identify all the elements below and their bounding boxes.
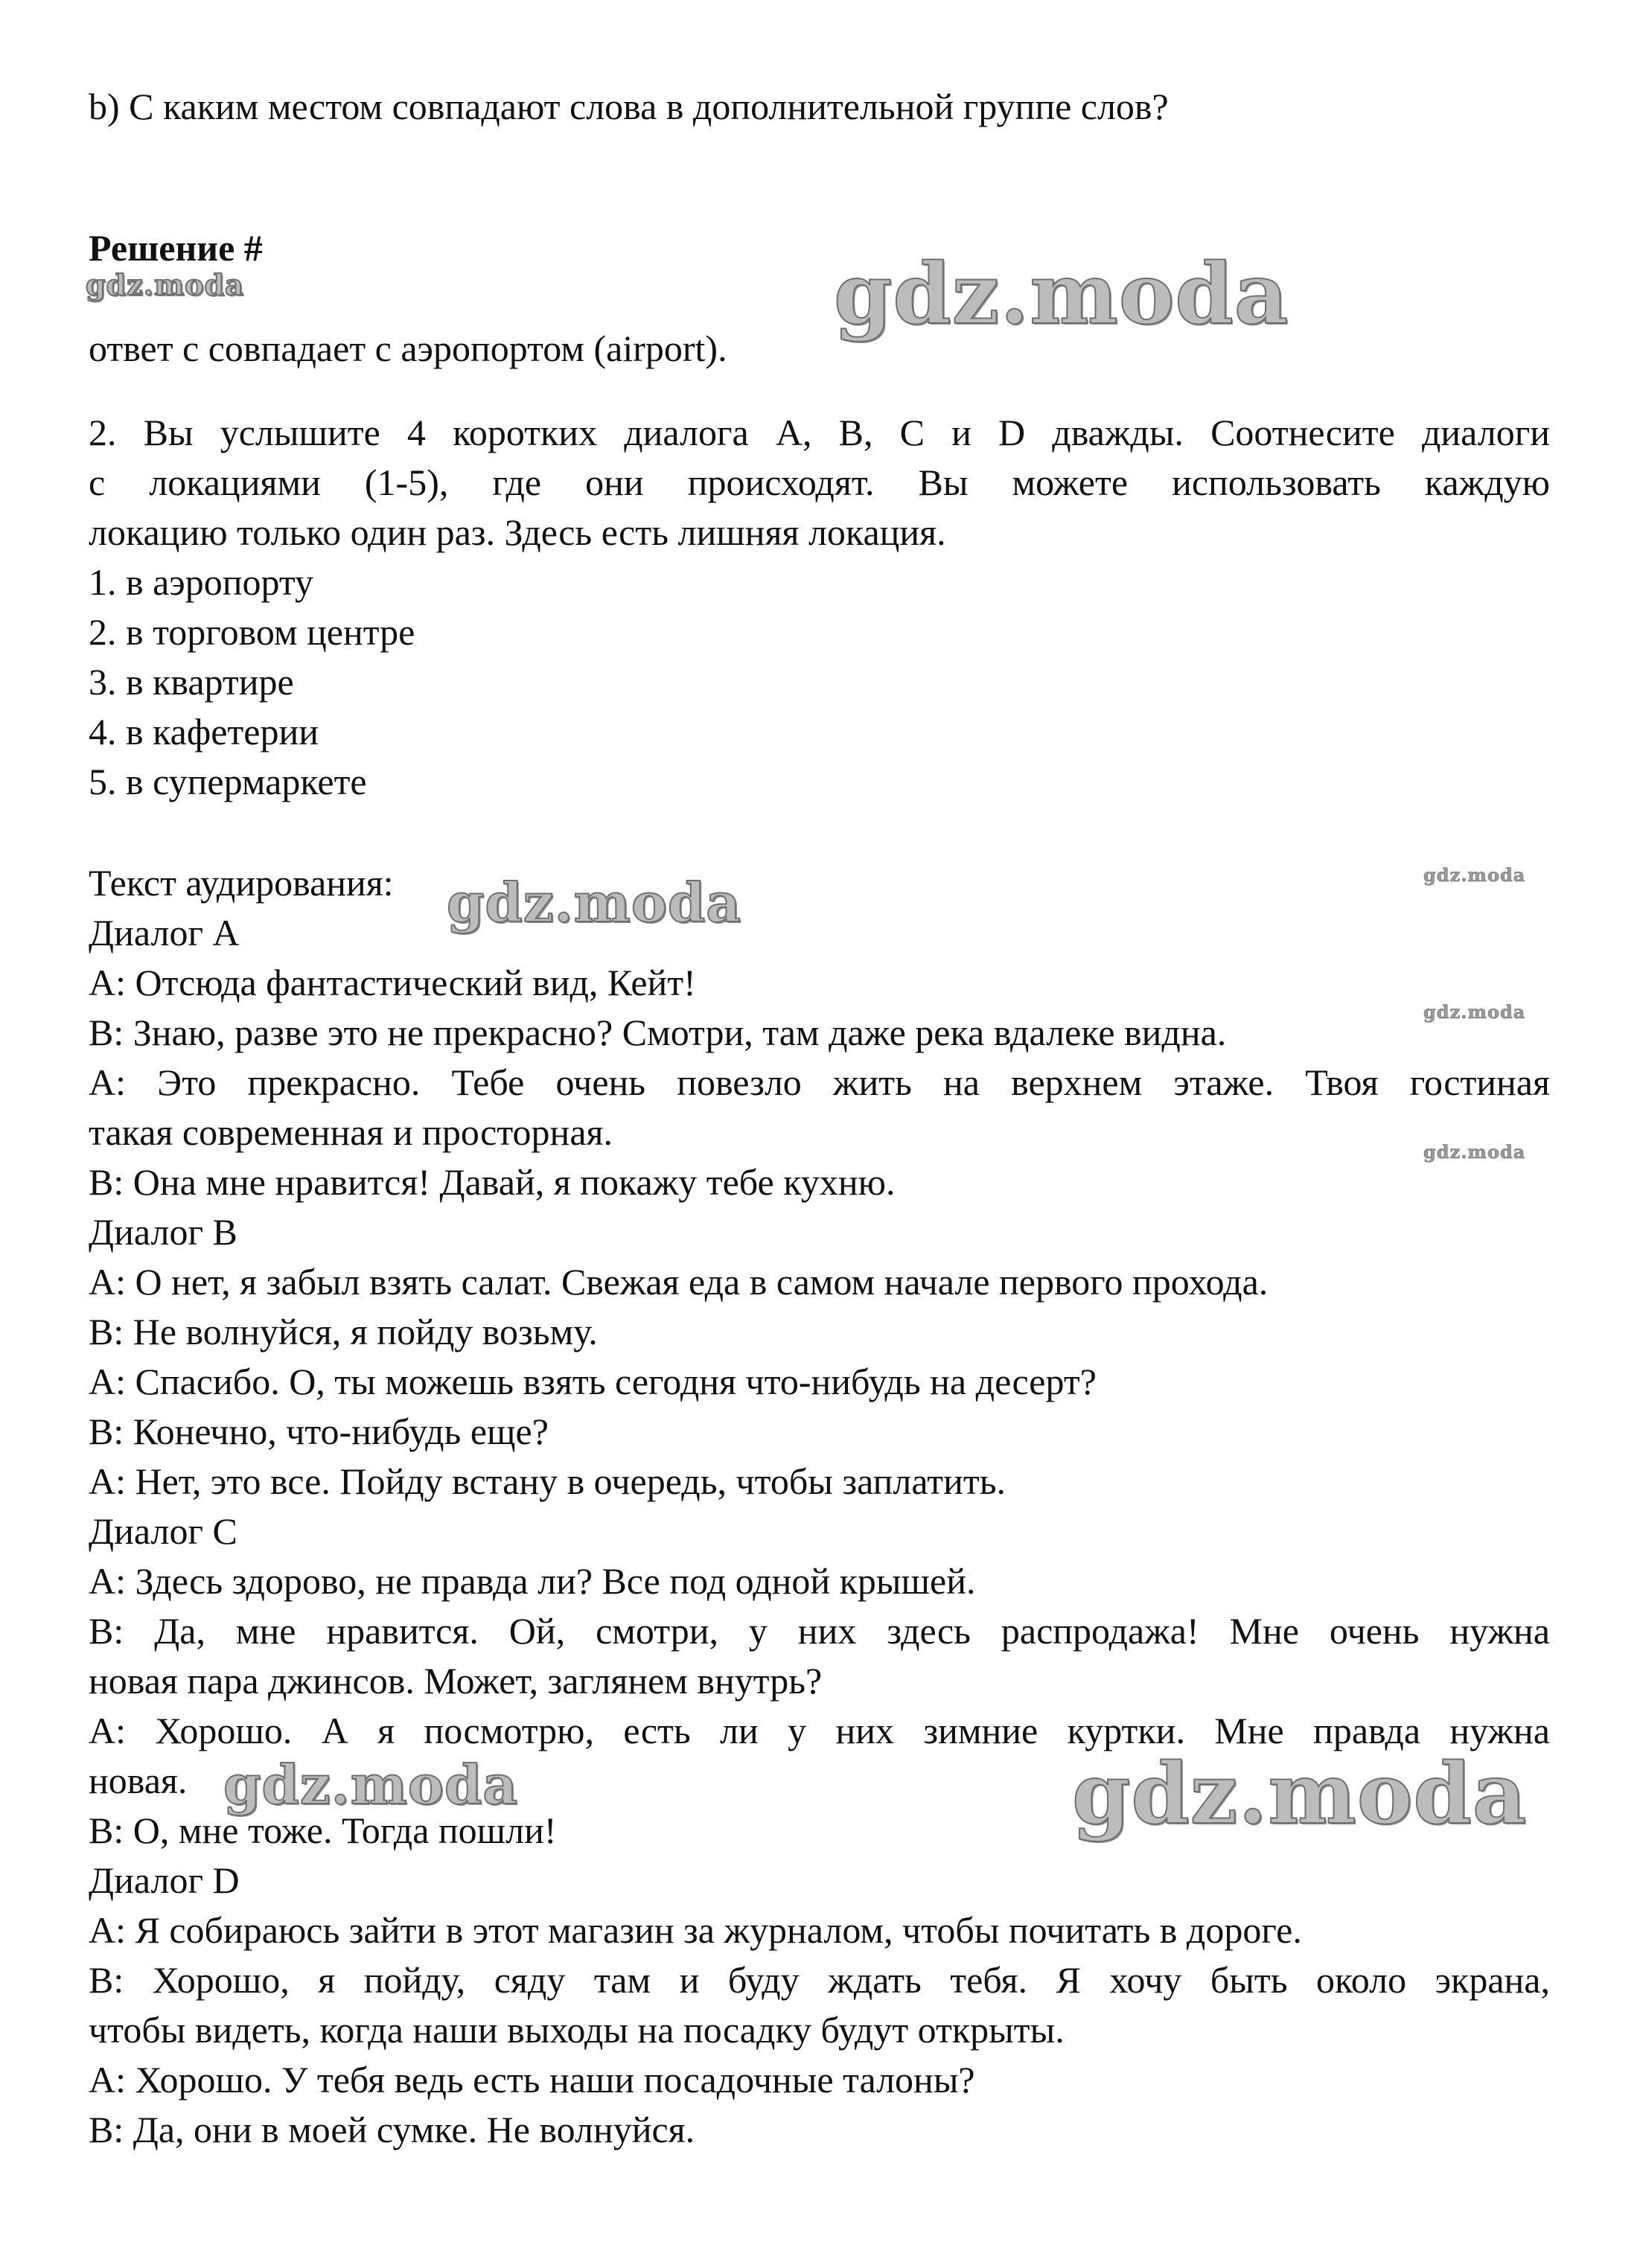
dialog-line: A: О нет, я забыл взять салат. Свежая еда в самом начале первого прохода. [89,1261,1269,1303]
location-option: 1. в аэропорту [89,561,314,603]
dialog-c-title: Диалог C [89,1510,237,1552]
dialog-line: B: Да, они в моей сумке. Не волнуйся. [89,2109,695,2150]
dialog-line: новая пара джинсов. Может, заглянем внутрь? [89,1660,823,1702]
dialog-line: новая. [89,1760,188,1801]
watermark: gdz.moda [86,268,244,301]
watermark: gdz.moda [834,246,1289,343]
dialog-line: B: Знаю, разве это не прекрасно? Смотри, там даже река вдалеке видна. [89,1012,1227,1053]
dialog-line: такая современная и просторная. [89,1111,613,1153]
location-option: 4. в кафетерии [89,711,319,753]
dialog-line: B: О, мне тоже. Тогда пошли! [89,1809,557,1851]
solution-heading: Решение # [89,227,263,269]
task2-line-3: локацию только один раз. Здесь есть лишняя локация. [89,511,946,553]
dialog-line: A: Это прекрасно. Тебе очень повезло жить на верхнем этаже. Твоя гостиная [89,1061,1550,1103]
dialog-line: A: Отсюда фантастический вид, Кейт! [89,962,696,1003]
task2-line-1: 2. Вы услышите 4 коротких диалога A, B, C и D дважды. Соотнесите диалоги [89,412,1550,453]
dialog-d-title: Диалог D [89,1859,240,1901]
location-option: 3. в квартире [89,661,294,703]
dialog-line: B: Не волнуйся, я пойду возьму. [89,1311,598,1352]
dialog-line: A: Я собираюсь зайти в этот магазин за журналом, чтобы почитать в дороге. [89,1909,1302,1951]
dialog-line: A: Хорошо. А я посмотрю, есть ли у них зимние куртки. Мне правда нужна [89,1710,1550,1751]
dialog-line: B: Она мне нравится! Давай, я покажу тебе кухню. [89,1161,896,1203]
location-option: 2. в торговом центре [89,611,415,653]
watermark: gdz.moda [1423,864,1526,886]
answer-text: ответ с совпадает с аэропортом (airport). [89,328,727,369]
watermark: gdz.moda [1072,1745,1528,1843]
dialog-line: A: Нет, это все. Пойду встану в очередь, чтобы заплатить. [89,1460,1006,1502]
dialog-b-title: Диалог B [89,1211,237,1253]
watermark: gdz.moda [1423,1001,1526,1023]
transcript-title: Текст аудирования: [89,862,394,904]
dialog-a-title: Диалог A [89,912,240,953]
watermark: gdz.moda [447,871,741,934]
dialog-line: B: Хорошо, я пойду, сяду там и буду ждать тебя. Я хочу быть около экрана, [89,1959,1550,2001]
dialog-line: чтобы видеть, когда наши выходы на посадку будут открыты. [89,2009,1065,2051]
dialog-line: A: Спасибо. О, ты можешь взять сегодня что-нибудь на десерт? [89,1361,1097,1402]
dialog-line: B: Конечно, что-нибудь еще? [89,1411,549,1452]
question-b: b) С каким местом совпадают слова в дополнительной группе слов? [89,86,1169,127]
location-option: 5. в супермаркете [89,761,367,802]
dialog-line: B: Да, мне нравится. Ой, смотри, у них здесь распродажа! Мне очень нужна [89,1610,1550,1652]
dialog-line: A: Хорошо. У тебя ведь есть наши посадочные талоны? [89,2059,975,2101]
dialog-line: A: Здесь здорово, не правда ли? Все под одной крышей. [89,1560,976,1602]
watermark: gdz.moda [223,1753,518,1816]
watermark: gdz.moda [1423,1141,1526,1163]
task2-line-2: с локациями (1-5), где они происходят. Вы можете использовать каждую [89,461,1550,503]
